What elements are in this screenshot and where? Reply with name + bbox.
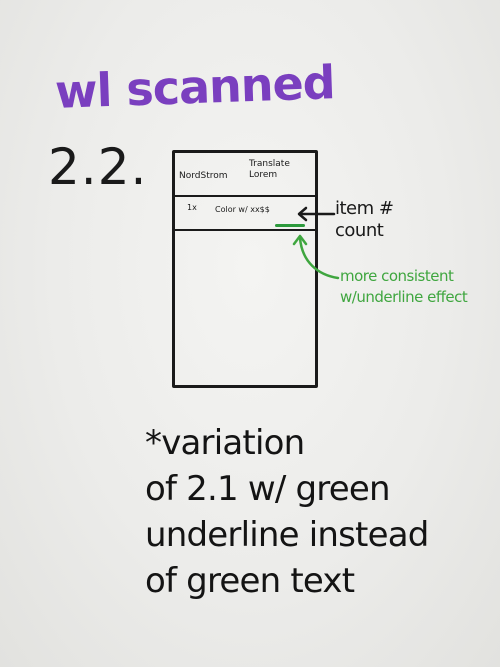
note-line4: of green text <box>145 561 355 601</box>
note-line1: *variation <box>145 423 305 463</box>
note-line3: underline instead <box>145 515 429 555</box>
wireframe-item-quantity: 1x <box>187 203 197 212</box>
variation-note <box>145 420 429 604</box>
wireframe-store-label: NordStrom <box>179 171 228 181</box>
step-number: 2.2. <box>48 138 148 196</box>
consistency-line2: w/underline effect <box>340 288 468 306</box>
item-count-line2: count <box>335 220 384 241</box>
consistency-line1: more consistent <box>340 267 454 285</box>
title-heading: wl scanned <box>54 55 336 119</box>
wireframe-item-text: Color w/ xx$$ <box>215 205 270 214</box>
note-line2: of 2.1 w/ green <box>145 469 390 509</box>
item-count-line1: item # <box>335 198 394 219</box>
wireframe-translate-label: Translate Lorem <box>249 159 290 180</box>
